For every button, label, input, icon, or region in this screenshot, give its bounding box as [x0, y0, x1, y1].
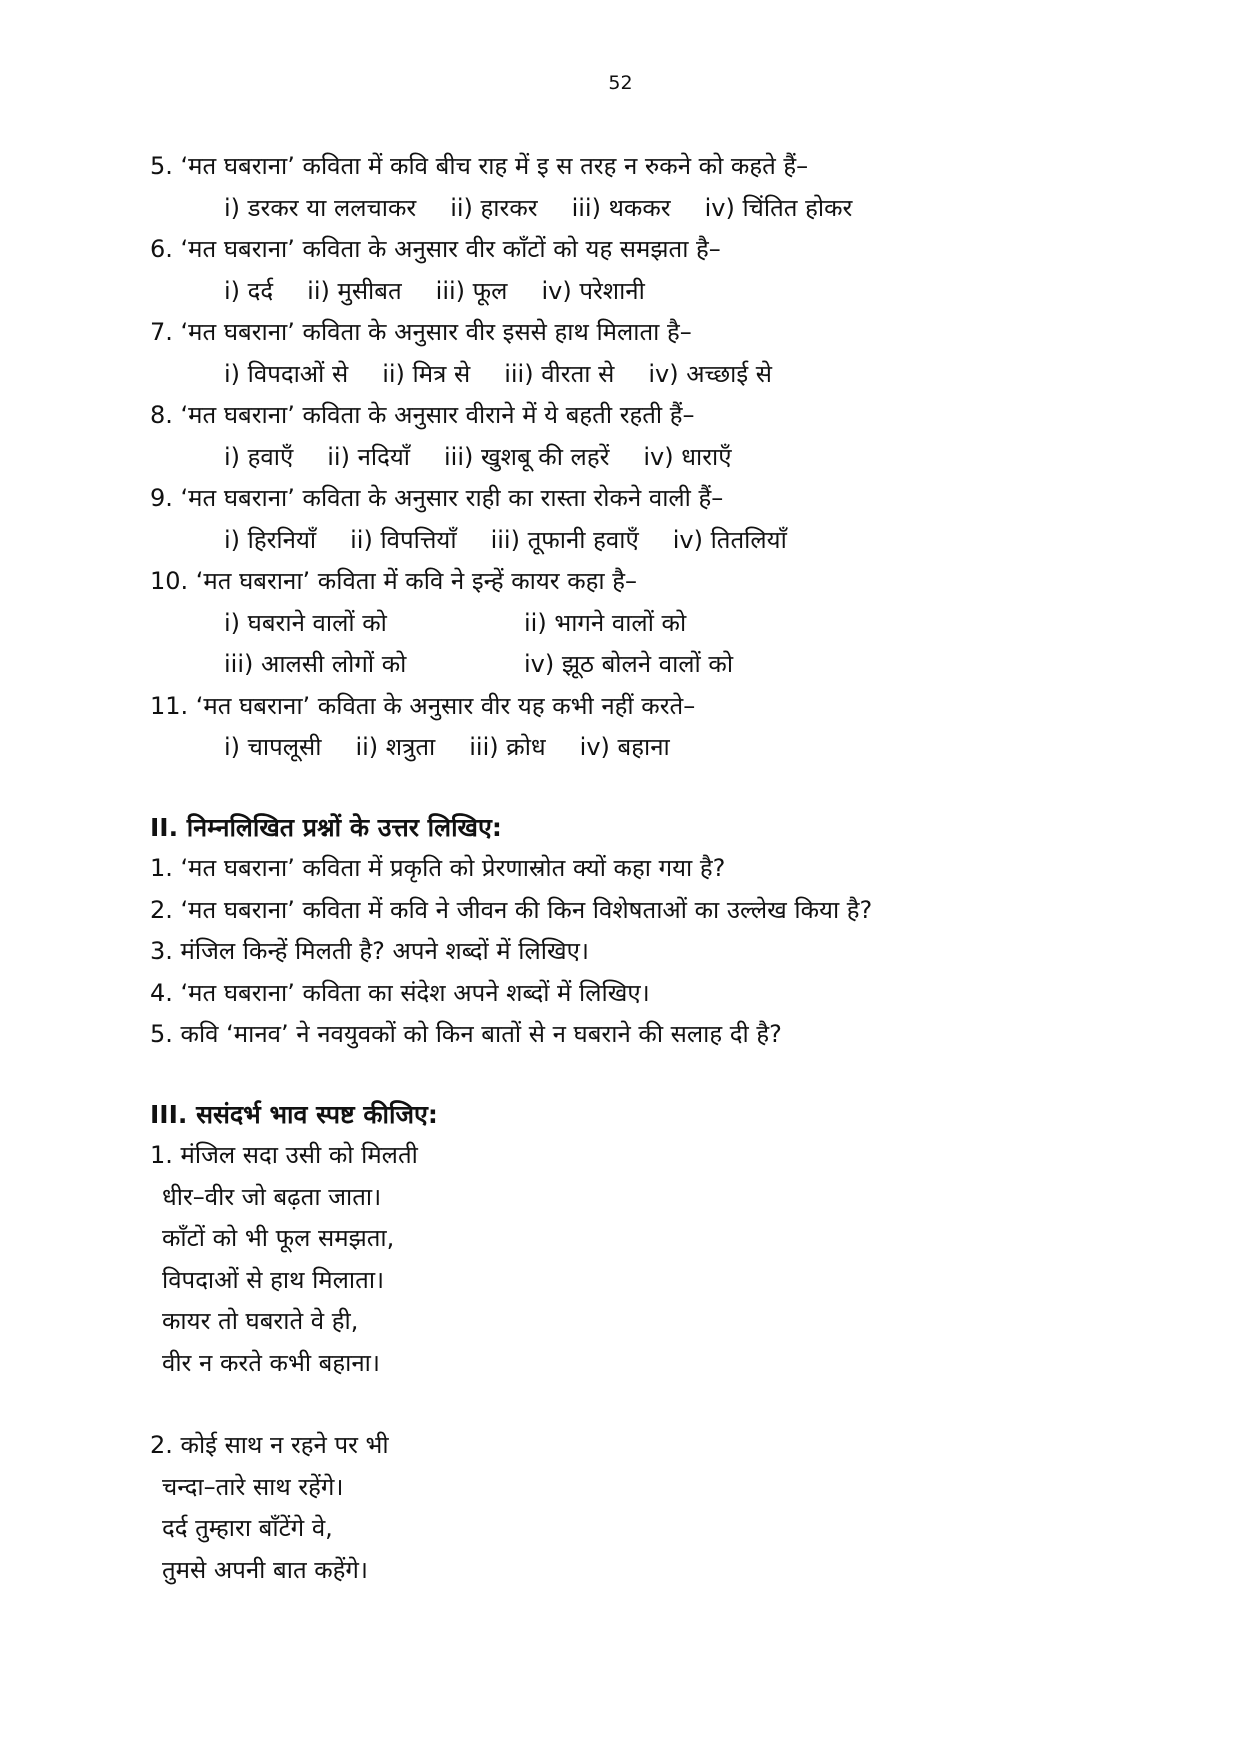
mcq-options: [150, 354, 1190, 396]
mcq-option: i) हिरनियाँ: [224, 525, 317, 554]
mcq-option: iv) तितलियाँ: [672, 525, 787, 554]
mcq-options: [150, 727, 1190, 769]
mcq-option: ii) नदियाँ: [327, 442, 410, 471]
short-question: 2. ‘मत घबराना’ कविता में कवि ने जीवन की किन विशेषताओं का उल्लेख किया है?: [150, 895, 873, 924]
mcq-question: 5. ‘मत घबराना’ कविता में कवि बीच राह में इ स तरह न रुकने को कहते हैं–: [150, 152, 809, 180]
verse-line: दर्द तुम्हारा बाँटेंगे वे,: [162, 1514, 333, 1542]
mcq-question: 6. ‘मत घबराना’ कविता के अनुसार वीर काँटों को यह समझता है–: [150, 235, 721, 263]
mcq-question: 7. ‘मत घबराना’ कविता के अनुसार वीर इससे हाथ मिलाता है–: [150, 318, 692, 346]
verse-line: चन्दा–तारे साथ रहेंगे।: [162, 1472, 344, 1501]
mcq-options: [150, 271, 1190, 313]
verse-line: तुमसे अपनी बात कहेंगे।: [162, 1555, 369, 1584]
mcq-option: i) दर्द: [224, 276, 274, 305]
verse-line: विपदाओं से हाथ मिलाता।: [162, 1265, 385, 1294]
mcq-options: [150, 520, 1190, 562]
short-question: 5. कवि ‘मानव’ ने नवयुवकों को किन बातों से न घबराने की सलाह दी है?: [150, 1020, 782, 1048]
page-number: 52: [608, 72, 633, 94]
mcq-question: 10. ‘मत घबराना’ कविता में कवि ने इन्हें कायर कहा है–: [150, 567, 637, 595]
mcq-option: ii) हारकर: [450, 193, 538, 222]
mcq-option: iv) धाराएँ: [643, 442, 732, 471]
section-heading: III. ससंदर्भ भाव स्पष्ट कीजिए:: [150, 1099, 438, 1129]
mcq-option: i) विपदाओं से: [224, 359, 349, 388]
verse-line: कायर तो घबराते वे ही,: [162, 1307, 359, 1335]
mcq-option: iii) क्रोध: [469, 733, 546, 761]
mcq-option: i) चापलूसी: [224, 733, 322, 761]
mcq-option: iii) वीरता से: [504, 359, 615, 388]
mcq-option: ii) विपत्तियाँ: [350, 525, 457, 554]
verse-line: धीर–वीर जो बढ़ता जाता।: [162, 1182, 382, 1211]
verse-line: 1. मंजिल सदा उसी को मिलती: [150, 1141, 418, 1169]
mcq-option: iii) तूफानी हवाएँ: [490, 525, 639, 554]
mcq-question: 11. ‘मत घबराना’ कविता के अनुसार वीर यह कभी नहीं करते–: [150, 691, 696, 720]
short-question: 4. ‘मत घबराना’ कविता का संदेश अपने शब्दों में लिखिए।: [150, 978, 650, 1007]
verse-line: 2. कोई साथ न रहने पर भी: [150, 1431, 389, 1459]
mcq-option: iii) थककर: [571, 193, 671, 222]
mcq-options: [150, 603, 1190, 645]
mcq-option: ii) मुसीबत: [307, 276, 402, 305]
mcq-option: iii) खुशबू की लहरें: [444, 442, 610, 471]
mcq-options: [150, 188, 1190, 230]
mcq-options: [150, 437, 1190, 479]
mcq-option: ii) मित्र से: [382, 359, 471, 388]
mcq-option: iv) झूठ बोलने वालों को: [524, 650, 734, 678]
mcq-option: iv) बहाना: [579, 733, 670, 761]
section-heading: II. निम्नलिखित प्रश्नों के उत्तर लिखिए:: [150, 812, 502, 842]
mcq-option: ii) भागने वालों को: [524, 608, 687, 637]
short-question: 1. ‘मत घबराना’ कविता में प्रकृति को प्रेरणास्रोत क्यों कहा गया है?: [150, 854, 726, 882]
verse-line: काँटों को भी फूल समझता,: [162, 1224, 395, 1252]
mcq-question: 8. ‘मत घबराना’ कविता के अनुसार वीराने में ये बहती रहती हैं–: [150, 401, 695, 429]
mcq-question: 9. ‘मत घबराना’ कविता के अनुसार राही का रास्ता रोकने वाली हैं–: [150, 484, 724, 512]
worksheet-content: [150, 146, 1190, 1591]
mcq-option: i) डरकर या ललचाकर: [224, 193, 417, 222]
mcq-option: i) हवाएँ: [224, 442, 294, 471]
mcq-option: iv) चिंतित होकर: [704, 193, 853, 222]
short-question: 3. मंजिल किन्हें मिलती है? अपने शब्दों में लिखिए।: [150, 937, 589, 965]
mcq-option: iv) अच्छाई से: [648, 359, 773, 388]
mcq-option: iii) आलसी लोगों को: [224, 650, 407, 678]
mcq-option: ii) शत्रुता: [355, 733, 436, 761]
mcq-options: [150, 644, 1190, 686]
mcq-option: i) घबराने वालों को: [224, 608, 387, 637]
verse-line: वीर न करते कभी बहाना।: [162, 1348, 380, 1377]
mcq-option: iv) परेशानी: [541, 276, 645, 305]
mcq-option: iii) फूल: [435, 276, 508, 305]
